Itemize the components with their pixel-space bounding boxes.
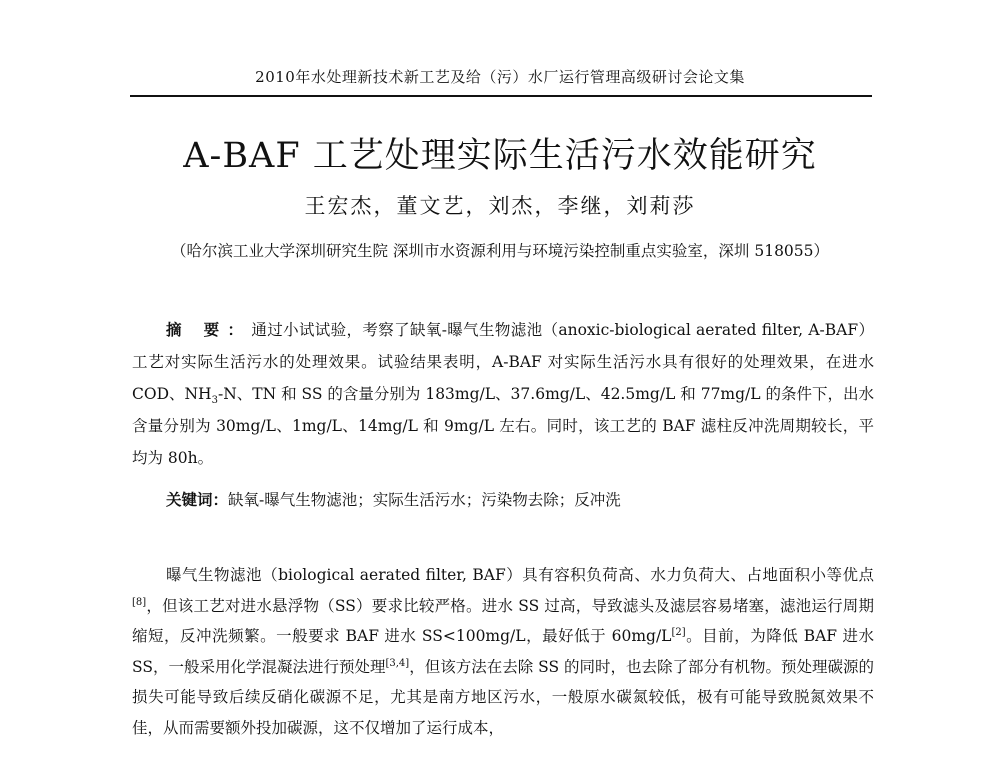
- abstract-text-part1: 通过小试试验，考察了缺氧-曝气生物滤池（anoxic-biological aerated filter, A-BAF）工艺对实际生活污水的处理效果。试验结果表明，A-BAF 对实际生活污水具有很好的处理效果，在进水 COD、NH: [132, 321, 874, 403]
- keywords: [166, 488, 874, 510]
- citation-ref-2: [2]: [671, 626, 686, 638]
- abstract-text-part2: -N、TN 和 SS 的含量分别为 183mg/L、37.6mg/L、42.5mg/L 和 77mg/L 的条件下，出水含量分别为 30mg/L、1mg/L、14mg/L 和 9mg/L 左右。同时，该工艺的 BAF 滤柱反冲洗周期较长，平均为 80h。: [132, 385, 874, 467]
- paper-title: A-BAF 工艺处理实际生活污水效能研究: [183, 136, 817, 176]
- affiliation: （哈尔滨工业大学深圳研究生院 深圳市水资源利用与环境污染控制重点实验室，深圳 518055）: [170, 242, 830, 260]
- body-text-seg2: ，但该工艺对进水悬浮物（SS）要求比较严格。进水 SS 过高，导致滤头及滤层容易堵塞，滤池运行周期缩短，反冲洗频繁。一般要求 BAF 进水 SS<100mg/L，最好低于 60mg/L: [132, 596, 874, 645]
- body-text-seg4: ，但该方法在去除 SS 的同时，也去除了部分有机物。预处理碳源的损失可能导致后续反硝化碳源不足，尤其是南方地区污水，一般原水碳氮较低，极有可能导致脱氮效果不佳，从而需要额外投加碳源，这不仅增加了运行成本，: [132, 657, 875, 737]
- body-paragraph: [132, 560, 874, 743]
- citation-ref-3-4: [3,4]: [385, 657, 410, 669]
- abstract-subscript: 3: [211, 395, 218, 407]
- keywords-text: 缺氧-曝气生物滤池；实际生活污水；污染物去除；反冲洗: [228, 491, 621, 509]
- body-text-seg1: 曝气生物滤池（biological aerated filter, BAF）具有容积负荷高、水力负荷大、占地面积小等优点: [166, 566, 874, 584]
- header-rule: [130, 95, 872, 97]
- body-text-seg3: 。目前，为降低 BAF 进水 SS，一般采用化学混凝法进行预处理: [132, 627, 875, 676]
- running-header: 2010年水处理新技术新工艺及给（污）水厂运行管理高级研讨会论文集: [255, 68, 745, 86]
- abstract-label: 摘 要：: [166, 320, 252, 339]
- author-list: 王宏杰，董文艺，刘杰，李继，刘莉莎: [304, 194, 696, 218]
- citation-ref-8: [8]: [132, 596, 147, 608]
- keywords-label: 关键词：: [166, 490, 229, 509]
- abstract: [132, 314, 874, 474]
